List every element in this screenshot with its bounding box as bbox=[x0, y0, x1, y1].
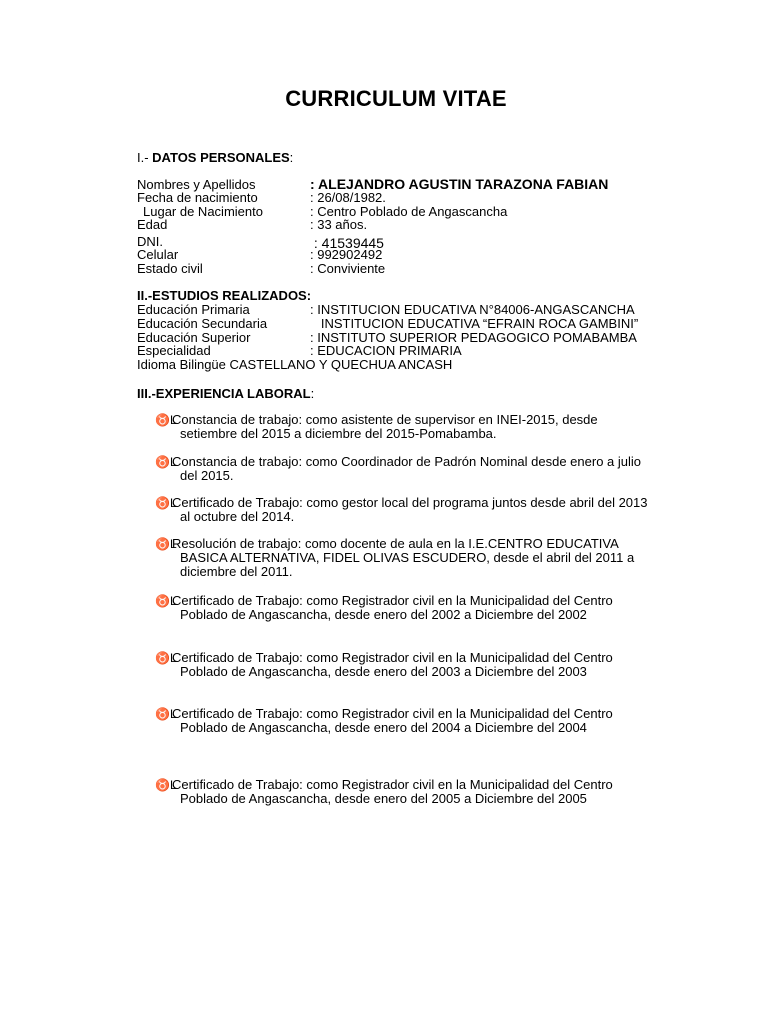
experience-item bbox=[155, 455, 665, 483]
experience-item bbox=[155, 496, 665, 524]
experience-item bbox=[155, 651, 665, 679]
experience-item bbox=[155, 537, 665, 579]
experience-line: Resolución de trabajo: como docente de aula en la I.E.CENTRO EDUCATIVA bbox=[172, 536, 619, 551]
field-label: Nombres y Apellidos bbox=[137, 177, 256, 192]
study-row bbox=[137, 344, 462, 358]
section-personal-heading bbox=[137, 150, 293, 165]
section-title: DATOS PERSONALES bbox=[152, 150, 290, 165]
section-suffix: : bbox=[310, 386, 315, 401]
experience-line: BASICA ALTERNATIVA, FIDEL OLIVAS ESCUDERO, desde el abril del 2011 a bbox=[180, 550, 635, 565]
section-number: I.- bbox=[137, 150, 153, 165]
bullet-icon: ♉L bbox=[155, 651, 177, 665]
field-label: Edad bbox=[137, 217, 168, 232]
document-title: CURRICULUM VITAE bbox=[285, 86, 507, 111]
experience-item bbox=[155, 778, 665, 806]
field-label: Estado civil bbox=[137, 261, 203, 276]
experience-line: Poblado de Angascancha, desde enero del 2005 a Diciembre del 2005 bbox=[180, 791, 587, 806]
field-label: Fecha de nacimiento bbox=[137, 190, 258, 205]
experience-line: Certificado de Trabajo: como Registrador civil en la Municipalidad del Centro bbox=[172, 706, 613, 721]
field-value: : 41539445 bbox=[310, 235, 384, 251]
experience-line: Poblado de Angascancha, desde enero del 2003 a Diciembre del 2003 bbox=[180, 664, 587, 679]
field-value: : INSTITUTO SUPERIOR PEDAGOGICO POMABAMBA bbox=[310, 330, 637, 345]
experience-line: Poblado de Angascancha, desde enero del 2002 a Diciembre del 2002 bbox=[180, 607, 587, 622]
field-value: : Conviviente bbox=[310, 261, 386, 276]
field-value: : Centro Poblado de Angascancha bbox=[310, 204, 508, 219]
experience-line: Constancia de trabajo: como Coordinador de Padrón Nominal desde enero a julio bbox=[172, 454, 642, 469]
experience-item bbox=[155, 594, 665, 622]
bullet-icon: ♉L bbox=[155, 496, 177, 510]
experience-line: Certificado de Trabajo: como Registrador civil en la Municipalidad del Centro bbox=[172, 650, 613, 665]
field-label: Educación Primaria bbox=[137, 302, 250, 317]
bullet-icon: ♉L bbox=[155, 778, 177, 792]
bullet-icon: ♉L bbox=[155, 537, 177, 551]
section-experience-heading bbox=[137, 386, 314, 401]
experience-line: al octubre del 2014. bbox=[180, 509, 295, 524]
field-value: : EDUCACION PRIMARIA bbox=[310, 343, 462, 358]
experience-item bbox=[155, 707, 665, 735]
bullet-icon: ♉L bbox=[155, 413, 177, 427]
bullet-icon: ♉L bbox=[155, 707, 177, 721]
study-row bbox=[137, 317, 638, 331]
field-value: : 26/08/1982. bbox=[310, 190, 386, 205]
language-line: Idioma Bilingüe CASTELLANO Y QUECHUA ANCASH bbox=[137, 357, 453, 372]
field-value: : 33 años. bbox=[310, 217, 368, 232]
experience-line: Certificado de Trabajo: como gestor local del programa juntos desde abril del 2013 bbox=[172, 495, 648, 510]
section-title: III.-EXPERIENCIA LABORAL bbox=[137, 386, 311, 401]
field-value: : 992902492 bbox=[310, 247, 383, 262]
field-label: Educación Secundaria bbox=[137, 316, 268, 331]
personal-row bbox=[137, 248, 382, 262]
field-label: Especialidad bbox=[137, 343, 211, 358]
section-suffix: : bbox=[289, 150, 294, 165]
field-label: Educación Superior bbox=[137, 330, 251, 345]
field-label: Celular bbox=[137, 247, 179, 262]
field-label: DNI. bbox=[137, 234, 163, 249]
experience-line: diciembre del 2011. bbox=[180, 564, 293, 579]
experience-item bbox=[155, 413, 665, 441]
field-value: INSTITUCION EDUCATIVA “EFRAIN ROCA GAMBINI” bbox=[310, 316, 639, 331]
field-value: : INSTITUCION EDUCATIVA N°84006-ANGASCANCHA bbox=[310, 302, 635, 317]
experience-line: del 2015. bbox=[180, 468, 234, 483]
study-row bbox=[137, 303, 635, 317]
personal-row bbox=[137, 191, 386, 205]
experience-line: setiembre del 2015 a diciembre del 2015-Pomabamba. bbox=[180, 426, 497, 441]
experience-line: Constancia de trabajo: como asistente de supervisor en INEI-2015, desde bbox=[172, 412, 598, 427]
section-title: II.-ESTUDIOS REALIZADOS: bbox=[137, 288, 312, 303]
experience-line: Poblado de Angascancha, desde enero del 2004 a Diciembre del 2004 bbox=[180, 720, 587, 735]
field-value: : ALEJANDRO AGUSTIN TARAZONA FABIAN bbox=[310, 176, 609, 192]
section-studies-heading bbox=[137, 288, 311, 303]
experience-line: Certificado de Trabajo: como Registrador civil en la Municipalidad del Centro bbox=[172, 593, 613, 608]
bullet-icon: ♉L bbox=[155, 594, 177, 608]
experience-line: Certificado de Trabajo: como Registrador civil en la Municipalidad del Centro bbox=[172, 777, 613, 792]
field-label: Lugar de Nacimiento bbox=[143, 204, 263, 219]
personal-row bbox=[137, 218, 367, 232]
bullet-icon: ♉L bbox=[155, 455, 177, 469]
personal-row bbox=[137, 262, 385, 276]
